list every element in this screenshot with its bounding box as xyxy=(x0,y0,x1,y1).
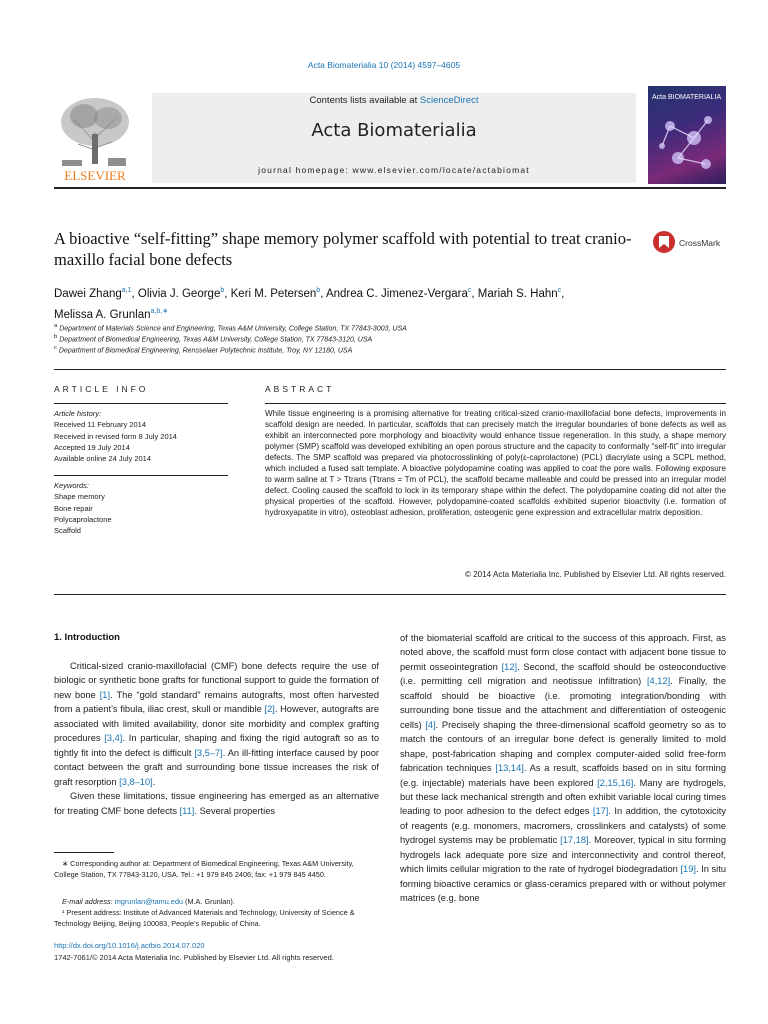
keywords-label: Keywords: xyxy=(54,481,90,490)
abstract-rule xyxy=(265,403,726,404)
author-name: Dawei Zhang xyxy=(54,287,122,300)
section-rule xyxy=(54,369,726,370)
body-text: . As a result, scaffolds based on in situ forming (e.g. injectable) materials have been explored xyxy=(400,763,726,788)
body-text: . xyxy=(152,776,156,787)
journal-reference[interactable]: Acta Biomaterialia 10 (2014) 4597–4605 xyxy=(307,60,461,70)
body-text: . Precisely shaping the three-dimensional scaffold geometry so as to match the contours of an irregular bone defect is generally limited to mold shape, post-fabrication shaping and complex computer-aided solid free-form fabrication techniques xyxy=(400,719,727,774)
abstract-text: While tissue engineering is a promising alternative for treating critical-sized cranio-maxillofacial bone defects, improvements in scaffold design are needed. In particular, scaffolds that can precisely match the irregular boundaries of bone defects as well as exhibit an interconnected pore morphology and bioactivity would enhance tissue regeneration. In this study, a shape memory polymer (SMP) scaffold was developed exhibiting an open porous structure and the capacity to conformally “self-fit” into irregular defects. The SMP scaffold was prepared via photocrosslinking of poly(ε-caprolactone) (PCL) diacrylate using a SCPL method, which included a fused salt template. A bioactive polydopamine coating was applied to coat the pore walls. Following exposure to warm saline at T > Ttrans (Ttrans = Tm of PCL), the scaffold became malleable and could be pressed into an irregular model defect. Cooling caused the scaffold to lock in its temporary shape within the defect. The polydopamine coating did not alter the physical properties of the scaffold. However, polydopamine-coated scaffolds exhibited superior bioactivity (i.e. formation of hydroxyapatite in vitro), osteoblast adhesion, proliferation, osteogenic gene expression and extracellular matrix deposition. xyxy=(265,409,726,518)
author-affiliation-marker[interactable]: c xyxy=(557,287,562,294)
article-info-heading: ARTICLE INFO xyxy=(54,384,149,394)
crossmark-badge[interactable] xyxy=(652,229,732,255)
author-name: Olivia J. George xyxy=(137,287,221,300)
contents-prefix: Contents lists available at xyxy=(309,95,420,106)
citation-link[interactable]: [2] xyxy=(264,704,275,715)
affiliation-item xyxy=(54,345,352,354)
paragraph xyxy=(400,631,726,906)
footnote-rule xyxy=(54,852,114,853)
keywords-block xyxy=(54,480,234,536)
email-suffix: (M.A. Grunlan). xyxy=(182,897,235,906)
doi-link[interactable]: http://dx.doi.org/10.1016/j.actbio.2014.07.020 xyxy=(54,941,205,950)
author-name: Melissa A. Grunlan xyxy=(54,308,151,321)
body-text: Given these limitations, tissue engineering has emerged as an alternative for treating CMF bone defects xyxy=(54,791,379,816)
author-affiliation-marker[interactable]: b xyxy=(220,287,225,294)
abstract-copyright: © 2014 Acta Materialia Inc. Published by Elsevier Ltd. All rights reserved. xyxy=(464,570,726,579)
affiliation-item xyxy=(54,334,372,343)
affiliation-text: Department of Biomedical Engineering, Rensselaer Polytechnic Institute, Troy, NY 12180, USA xyxy=(56,347,353,355)
citation-link[interactable]: [17] xyxy=(592,806,609,817)
citation-link[interactable]: [17,18] xyxy=(560,835,589,846)
email-label: E-mail address: xyxy=(62,897,115,906)
author-line-2 xyxy=(54,303,734,324)
keywords-rule xyxy=(54,475,228,476)
citation-link[interactable]: [13,14] xyxy=(495,763,524,774)
affiliation-marker: b xyxy=(54,334,58,340)
body-text: . In addition, the cytotoxicity of reagents (e.g. monomers, macromers, crosslinkers and catalysts) of some hydrogel systems may be problematic xyxy=(400,806,726,846)
affiliation-item xyxy=(54,323,407,332)
citation-link[interactable]: [4] xyxy=(425,719,436,730)
affiliation-marker: a xyxy=(54,323,58,329)
present-address-note: ¹ Present address: Institute of Advanced Materials and Technology, University of Science & Technology Beijing, Beijing 100083, People’s Republic of China. xyxy=(54,908,355,928)
author-name: Keri M. Petersen xyxy=(230,287,317,300)
author-name: Andrea C. Jimenez-Vergara xyxy=(325,287,468,300)
citation-link[interactable]: [3,8–10] xyxy=(119,776,153,787)
article-info-rule xyxy=(54,403,228,404)
author-affiliation-marker[interactable]: a,1 xyxy=(121,287,132,294)
history-item: Received in revised form 8 July 2014 xyxy=(54,431,177,441)
body-left-column xyxy=(54,659,379,818)
citation-link[interactable]: [3,4] xyxy=(104,733,123,744)
history-item: Accepted 19 July 2014 xyxy=(54,442,130,452)
author-affiliation-marker[interactable]: c xyxy=(467,287,472,294)
citation-link[interactable]: [2,15,16] xyxy=(597,777,634,788)
body-text: . However, autografts are associated with limited availability, donor site morbidity and complex grafting procedures xyxy=(54,704,379,744)
affiliation-text: Department of Biomedical Engineering, Texas A&M University, College Station, TX 77843-3120, USA xyxy=(57,336,373,344)
article-history xyxy=(54,408,234,464)
issn-copyright: 1742-7061/© 2014 Acta Materialia Inc. Published by Elsevier Ltd. All rights reserved. xyxy=(54,953,334,962)
keyword-item: Shape memory xyxy=(54,492,105,502)
body-text: . Moreover, typical in situ forming hydrogels lack adequate pore size and interconnectivity and control thereof, which limits cellular migration to the rate of hydrogel biodegradation xyxy=(400,835,726,875)
abstract-bottom-rule xyxy=(54,594,726,595)
author-name: Mariah S. Hahn xyxy=(477,287,558,300)
corresponding-author-note: ∗ Corresponding author at: Department of Biomedical Engineering, Texas A&M University, College Station, TX 77843-3120, USA. Tel.: +1 979 845 2406; fax: +1 979 845 4450. xyxy=(54,859,354,879)
email-note xyxy=(54,896,387,907)
body-text: . Several properties xyxy=(194,805,276,816)
body-text: . In situ forming bioactive ceramics or glass-ceramics prepared with or without polymer matrices (e.g. bone xyxy=(400,864,726,904)
history-list xyxy=(54,419,234,464)
paragraph xyxy=(54,789,379,818)
citation-link[interactable]: [1] xyxy=(99,689,111,700)
body-text: Critical-sized cranio-maxillofacial (CMF) bone defects require the use of biologic or synthetic bone grafts for functional support to guide the formation of new bone xyxy=(54,661,379,700)
history-item: Available online 24 July 2014 xyxy=(54,454,152,464)
journal-name[interactable]: Acta Biomaterialia xyxy=(311,120,477,141)
history-item: Received 11 February 2014 xyxy=(54,420,146,430)
author-list xyxy=(54,282,734,324)
paragraph xyxy=(54,659,379,789)
keyword-item: Bone repair xyxy=(54,503,93,513)
keyword-item: Polycaprolactone xyxy=(54,514,112,524)
author-affiliation-marker[interactable]: a,b,∗ xyxy=(150,307,169,315)
body-text: . Second, the scaffold should be osteoconductive (i.e. permitting cell migration and neotissue infiltration) xyxy=(400,661,726,687)
contents-line xyxy=(152,95,636,106)
article-title: A bioactive “self-fitting” shape memory polymer scaffold with potential to treat cranio-maxillo facial bone defects xyxy=(54,229,632,269)
introduction-heading: 1. Introduction xyxy=(54,632,120,643)
body-right-column xyxy=(400,631,726,906)
citation-link[interactable]: [12] xyxy=(501,661,518,672)
body-text: . The “gold standard” remains autografts, most often harvested from a patient’s fibula, iliac crest, skull or mandible xyxy=(54,689,379,715)
body-text: . In particular, shaping and fixing the rigid autograft so as to tightly fit into the defect is difficult xyxy=(54,733,379,758)
header-rule xyxy=(54,187,726,189)
elsevier-wordmark: ELSEVIER xyxy=(64,168,126,183)
keywords-list xyxy=(54,491,234,536)
journal-homepage[interactable]: journal homepage: www.elsevier.com/locate/actabiomat xyxy=(258,165,530,175)
citation-link[interactable]: [19] xyxy=(680,864,696,875)
body-text: of the biomaterial scaffold are critical to the success of this approach. First, as noted above, the scaffold must form close contact with adjacent bone tissue to permit osseointegration xyxy=(400,633,726,672)
abstract-heading: ABSTRACT xyxy=(265,384,335,394)
citation-link[interactable]: [3,5–7] xyxy=(194,747,223,758)
affiliation-text: Department of Materials Science and Engineering, Texas A&M University, College Station, TX 77843-3003, USA xyxy=(57,325,407,333)
sciencedirect-link[interactable]: ScienceDirect xyxy=(419,95,479,106)
body-text: . An ill-fitting interface caused by poor contact between the graft and surrounding bone tissue increases the risk of graft resorption xyxy=(54,747,379,787)
citation-link[interactable]: [4,12] xyxy=(646,676,671,687)
citation-link[interactable]: [11] xyxy=(179,805,195,816)
crossmark-label: CrossMark xyxy=(679,238,721,248)
body-text: . Finally, the scaffold should be bioactive (i.e. promoting integration/bonding with surrounding bone tissue and the attachment and differentiation of osteogenic cells) xyxy=(400,676,727,730)
history-label: Article history: xyxy=(54,409,102,418)
body-text: . Many are hydrogels, but these lack mechanical strength and often exhibit variable local curing times leading to poor adhesion to the defect edges xyxy=(400,777,726,817)
affiliation-marker: c xyxy=(54,345,57,351)
elsevier-logo xyxy=(54,92,136,184)
author-affiliation-marker[interactable]: b xyxy=(316,287,321,294)
cover-title: Acta BIOMATERIALIA xyxy=(652,94,722,101)
author-line-1: Dawei Zhang$^{a,1}$, Olivia J. George$^b$, Keri M. Petersen$^b$, Andrea C. Jimenez-Vergara$^c$, Mariah S. Hahn$^c$, xyxy=(54,287,565,300)
email-link[interactable]: mgrunlan@tamu.edu xyxy=(114,897,183,906)
keyword-item: Scaffold xyxy=(54,526,81,536)
